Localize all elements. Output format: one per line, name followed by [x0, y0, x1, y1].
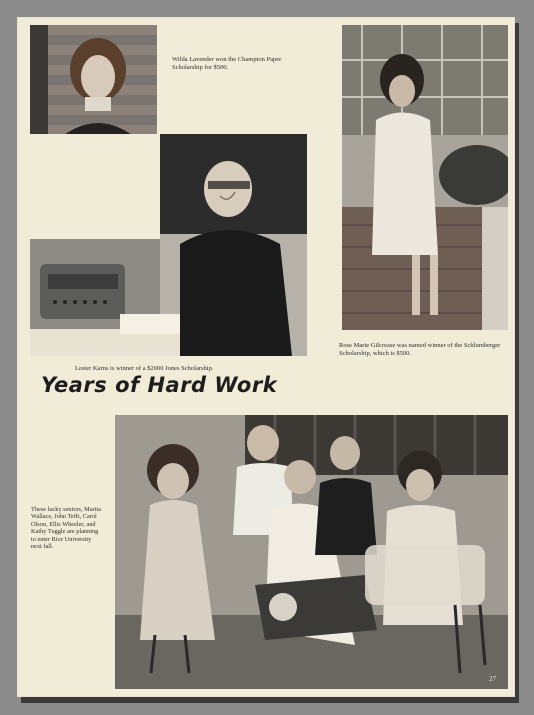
caption-seniors: These lucky seniors, Marita Wallace, John Tefft, Carol Olson, Ellis Wheeler, and Kathy Tuggle are planning to enter Rice University next fall.: [31, 506, 101, 551]
yearbook-page: [17, 17, 515, 697]
caption-lester: Lester Karns is winner of a $2000 Jones Scholarship.: [75, 365, 214, 372]
page-number: 27: [489, 675, 496, 683]
photo-seniors: [115, 415, 508, 689]
photo-rose-marie: [342, 25, 508, 330]
photo-lester: [30, 134, 307, 356]
caption-rose-marie: Rose Marie Gilcrease was named winner of the Schlumberger Scholarship, which is $500.: [339, 342, 501, 357]
page-title: Years of Hard Work: [41, 373, 278, 397]
caption-wilda: Wilda Lavender won the Champion Paper Scholarship for $500.: [172, 56, 282, 71]
